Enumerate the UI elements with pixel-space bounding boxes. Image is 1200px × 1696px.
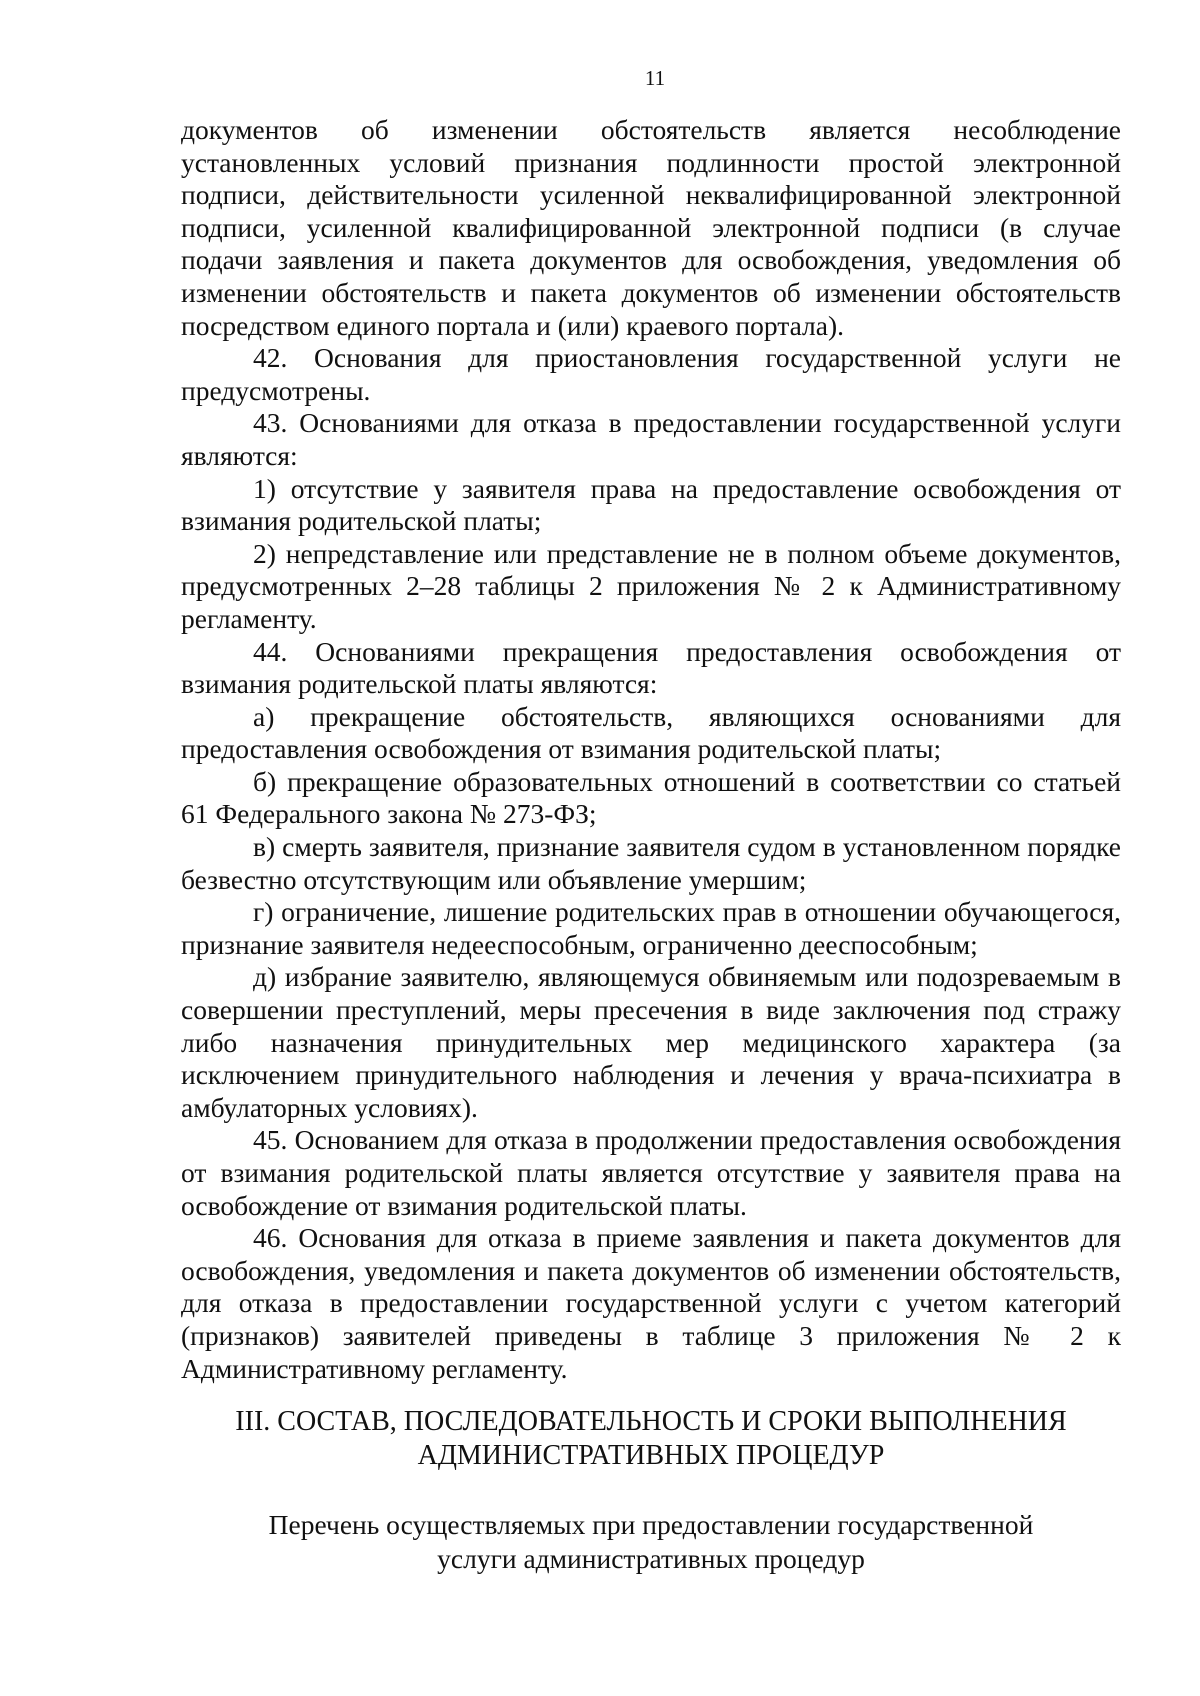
paragraph-44-item-b: б) прекращение образовательных отношений в соответствии со статьей 61 Федерального закона № 273-ФЗ; [181,765,1121,830]
paragraph-44-item-v: в) смерть заявителя, признание заявителя судом в установленном порядке безвестно отсутствующим или объявление умершим; [181,831,1121,895]
paragraph-46: 46. Основания для отказа в приеме заявления и пакета документов для освобождения, уведомления и пакета документов об изменении обстоятельств, для отказа в предоставлении государственной услуги с учетом категорий (признаков) заявителей приведены в таблице 3 приложения № 2 к Административному регламенту. [181,1222,1121,1384]
paragraph-43: 43. Основаниями для отказа в предоставлении государственной услуги являются: [181,407,1121,471]
paragraph-42: 42. Основания для приостановления государственной услуги не предусмотрены. [181,342,1121,406]
paragraph-44-item-g: г) ограничение, лишение родительских прав в отношении обучающегося, признание заявителя недееспособным, ограниченно дееспособным; [181,896,1121,960]
section-heading-line-2: АДМИНИСТРАТИВНЫХ ПРОЦЕДУР [417,1440,885,1471]
body-text [181,114,1121,1385]
paragraph-44: 44. Основаниями прекращения предоставления освобождения от взимания родительской платы являются: [181,635,1121,700]
sub-heading-line-1: Перечень осуществляемых при предоставлении государственной [268,1509,1034,1540]
paragraph-44-item-a: а) прекращение обстоятельств, являющихся основаниями для предоставления освобождения от взимания родительской платы; [181,700,1121,765]
page-number: 11 [644,66,666,90]
paragraph-continuation: документов об изменении обстоятельств является несоблюдение установленных условий признания подлинности простой электронной подписи, действительности усиленной неквалифицированной электронной подписи, усиленной квалифицированной электронной подписи (в случае подачи заявления и пакета документов для освобождения, уведомления об изменении обстоятельств и пакета документов об изменении обстоятельств посредством единого портала и (или) краевого портала). [181,114,1121,341]
paragraph-44-item-d: д) избрание заявителю, являющемуся обвиняемым или подозреваемым в совершении преступлений, меры пресечения в виде заключения под стражу либо назначения принудительных мер медицинского характера (за исключением принудительного наблюдения и лечения у врача-психиатра в амбулаторных условиях). [181,961,1121,1123]
paragraph-43-item-2: 2) непредставление или представление не в полном объеме документов, предусмотренных 2–28 таблицы 2 приложения № 2 к Административному регламенту. [181,537,1121,634]
sub-heading-line-2: услуги административных процедур [437,1543,865,1574]
section-heading [181,1405,1121,1473]
sub-heading [181,1508,1121,1576]
paragraph-45: 45. Основанием для отказа в продолжении предоставления освобождения от взимания родительской платы является отсутствие у заявителя права на освобождение от взимания родительской платы. [181,1124,1121,1221]
section-heading-line-1: III. СОСТАВ, ПОСЛЕДОВАТЕЛЬНОСТЬ И СРОКИ ВЫПОЛНЕНИЯ [235,1406,1067,1437]
paragraph-43-item-1: 1) отсутствие у заявителя права на предоставление освобождения от взимания родительской платы; [181,472,1121,537]
